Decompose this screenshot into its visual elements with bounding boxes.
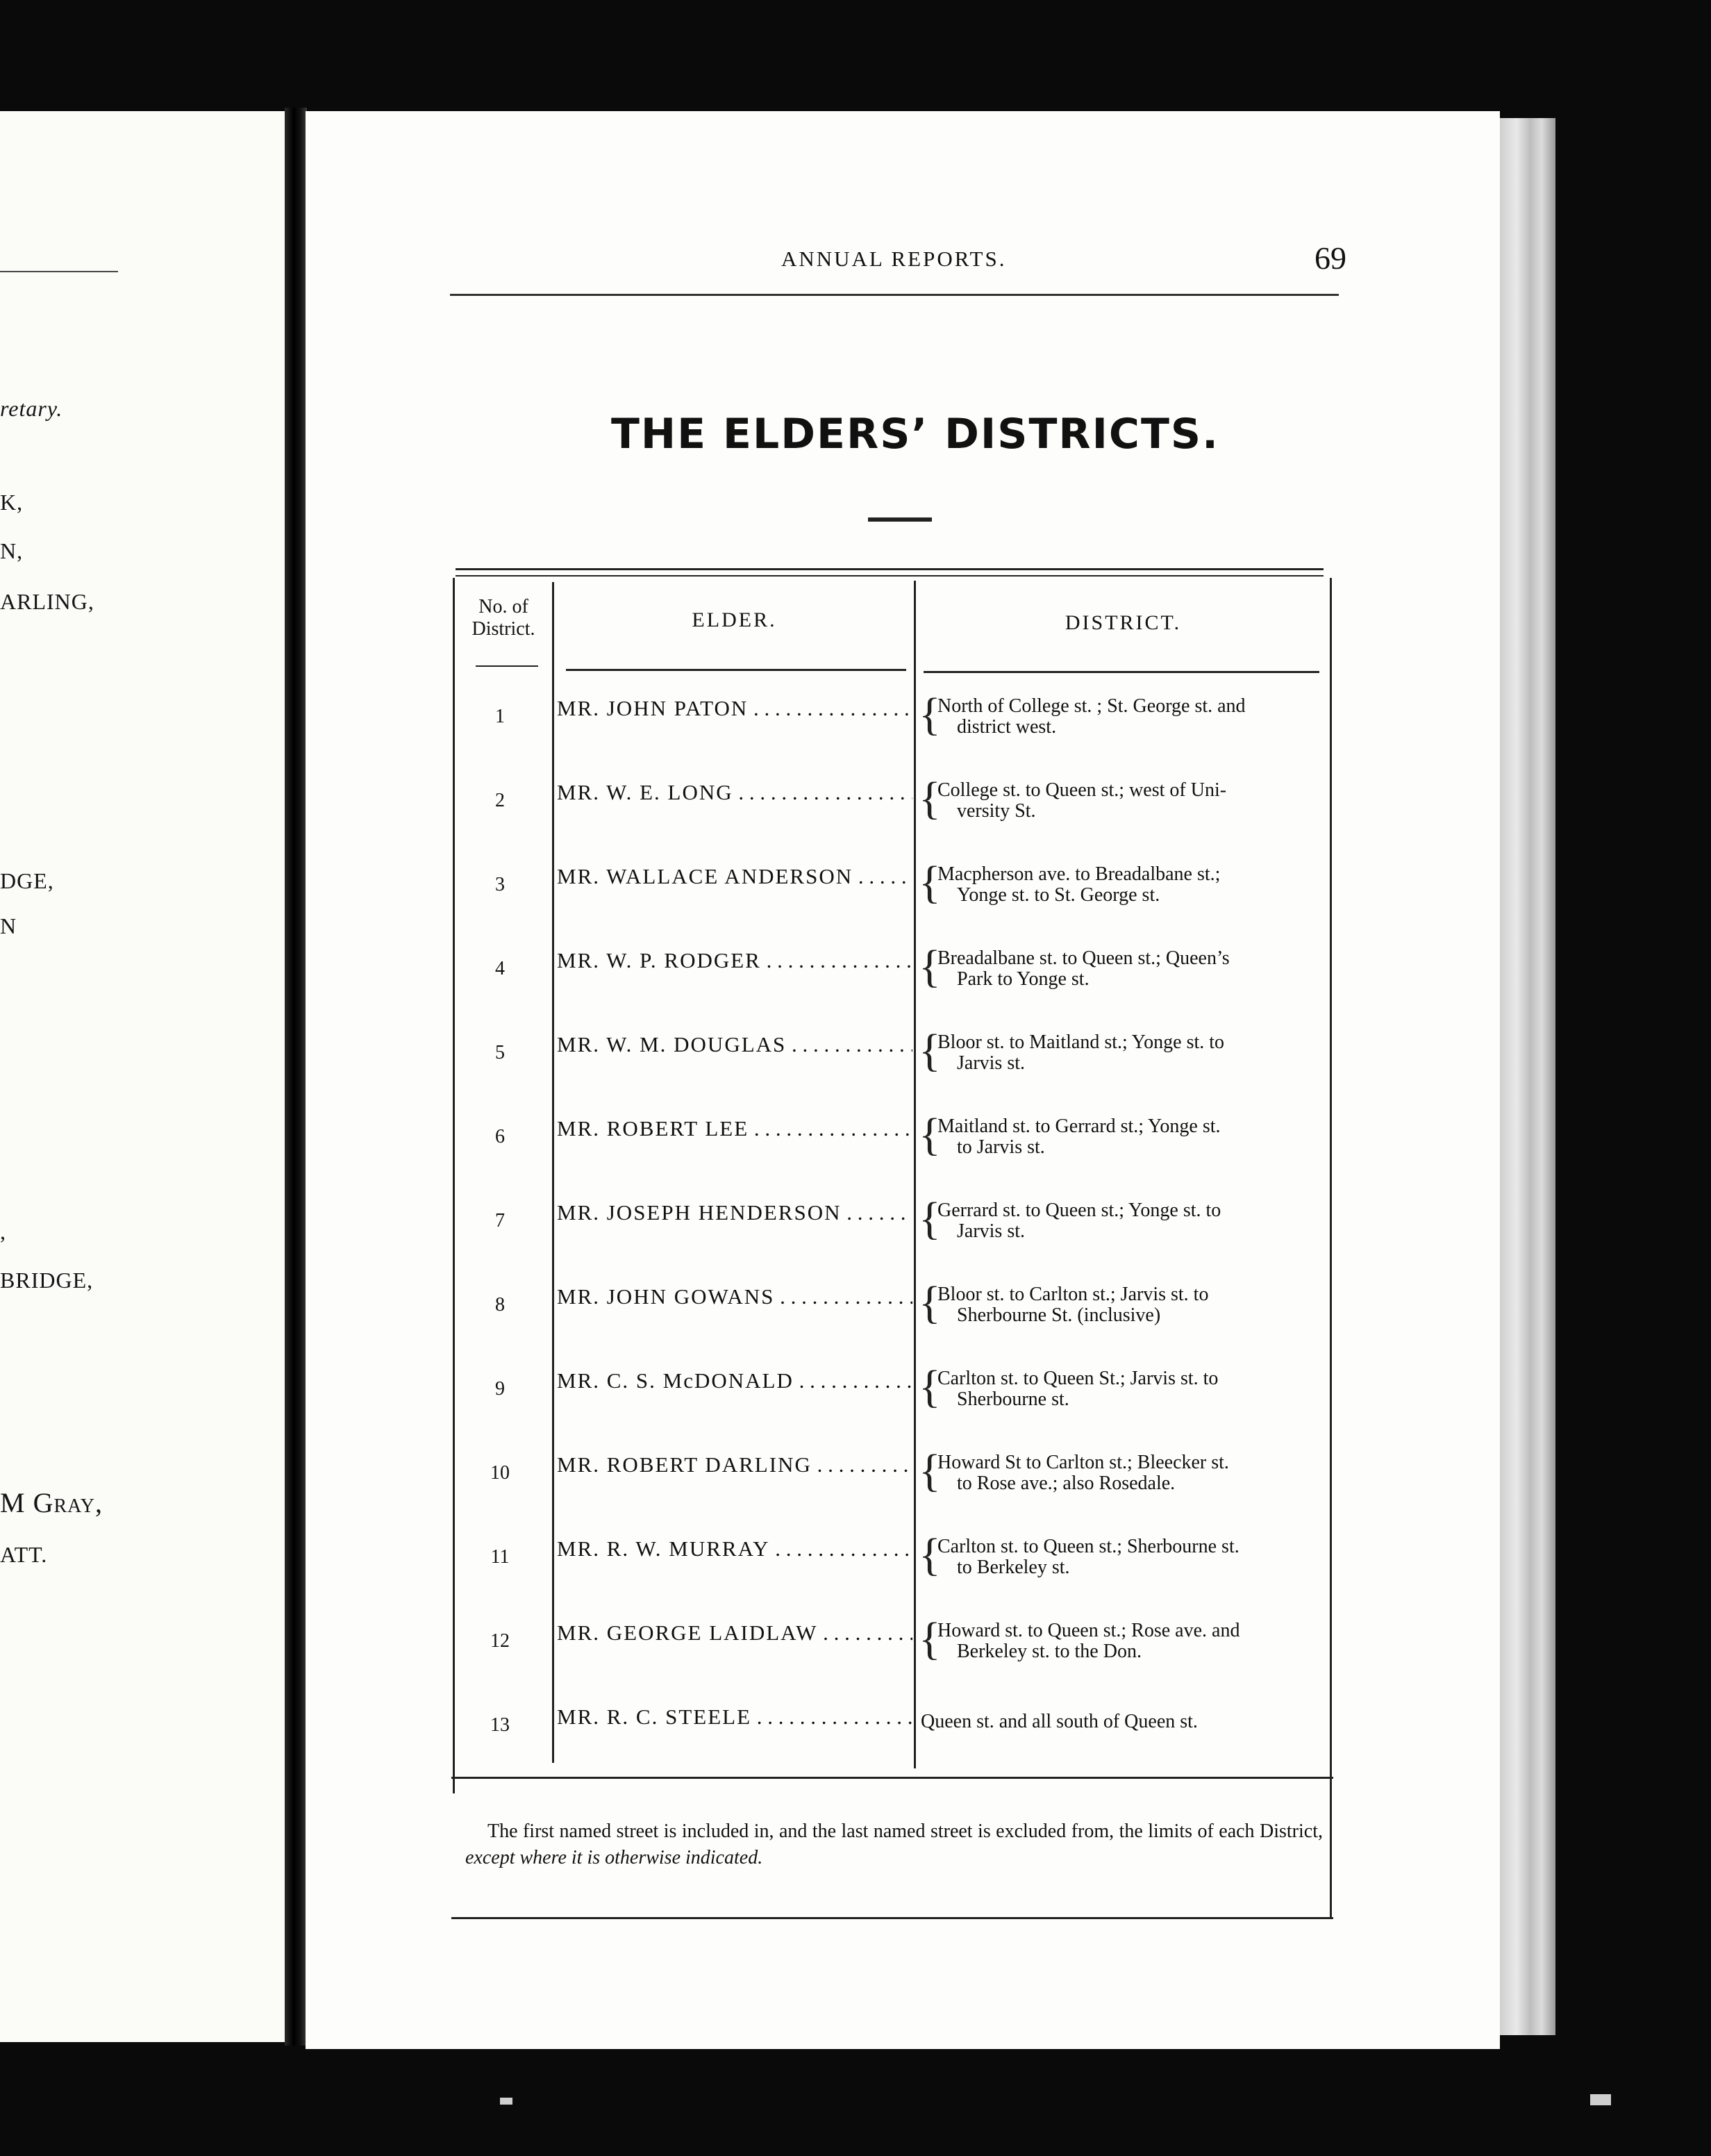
elder-name: MR. GEORGE LAIDLAW . . . <box>557 1620 912 1645</box>
elder-name: MR. W. E. LONG . . . <box>557 780 912 805</box>
district-description <box>937 1116 1323 1158</box>
district-number: 2 <box>495 790 505 811</box>
elder-name: MR. ROBERT DARLING . . . <box>557 1452 912 1477</box>
district-line: Bloor st. to Carlton st.; Jarvis st. to <box>937 1284 1209 1305</box>
page-title: THE ELDERS’ DISTRICTS. <box>611 410 1219 458</box>
table-bottom-rule <box>451 1777 1333 1779</box>
elder-name: MR. JOHN PATON . . . <box>557 696 912 721</box>
elder-name: MR. C. S. McDONALD . . . <box>557 1368 912 1393</box>
header-underline <box>476 665 538 667</box>
footnote <box>465 1818 1323 1871</box>
district-number: 11 <box>490 1546 510 1568</box>
table-row <box>444 1361 1335 1448</box>
table-row <box>444 773 1335 859</box>
header-underline <box>566 669 906 671</box>
district-line: Sherbourne st. <box>957 1388 1069 1410</box>
brace-glyph: { <box>919 1614 941 1664</box>
table-row <box>444 1025 1335 1111</box>
district-description <box>937 864 1323 906</box>
brace-glyph: { <box>919 1193 941 1244</box>
district-description <box>937 1284 1323 1326</box>
brace-glyph: { <box>919 857 941 908</box>
brace-glyph: { <box>919 773 941 824</box>
left-page-rule <box>0 271 118 272</box>
district-line: Howard st. to Queen st.; Rose ave. and <box>937 1620 1240 1641</box>
district-description <box>937 780 1323 822</box>
table-row <box>444 1616 1335 1700</box>
table-row <box>444 857 1335 943</box>
district-number: 12 <box>490 1630 510 1652</box>
elder-name: MR. R. W. MURRAY . . . <box>557 1536 912 1561</box>
elder-name: MR. W. M. DOUGLAS . . . <box>557 1032 912 1057</box>
header-rule <box>450 294 1339 296</box>
brace-glyph: { <box>919 1277 941 1328</box>
table-row <box>444 689 1335 775</box>
left-page-fragment: N <box>0 913 17 938</box>
elder-name: MR. ROBERT LEE . . . <box>557 1116 912 1141</box>
district-number: 1 <box>495 706 505 727</box>
district-number: 5 <box>495 1042 505 1063</box>
district-description <box>937 1368 1323 1410</box>
left-page-fragment: ARLING, <box>0 589 94 614</box>
district-line: versity St. <box>957 800 1036 822</box>
table-row <box>444 1109 1335 1195</box>
table-top-rule <box>456 575 1324 577</box>
facing-page-left <box>0 111 285 2042</box>
left-page-fragment: N, <box>0 538 24 563</box>
district-line: to Jarvis st. <box>957 1136 1045 1158</box>
district-line: Park to Yonge st. <box>957 968 1090 990</box>
district-number: 6 <box>495 1126 505 1147</box>
brace-glyph: { <box>919 1361 941 1412</box>
table-row <box>444 1445 1335 1532</box>
district-line: Macpherson ave. to Breadalbane st.; <box>937 863 1221 885</box>
elder-name: MR. W. P. RODGER . . . <box>557 948 912 973</box>
district-description <box>937 1452 1323 1494</box>
district-number: 7 <box>495 1210 505 1232</box>
page-edge-stack <box>1500 118 1555 2035</box>
column-header-no-line: No. of <box>478 596 528 617</box>
district-line: Gerrard st. to Queen st.; Yonge st. to <box>937 1200 1221 1221</box>
district-description <box>937 1032 1323 1074</box>
left-page-fragment: BRIDGE, <box>0 1268 94 1293</box>
district-description <box>937 1200 1323 1242</box>
district-line: Yonge st. to St. George st. <box>957 884 1160 906</box>
column-header-elder: ELDER. <box>692 608 777 631</box>
district-line: Jarvis st. <box>957 1220 1025 1242</box>
district-line: College st. to Queen st.; west of Uni- <box>937 779 1227 801</box>
left-page-fragment: M Gray, <box>0 1487 103 1518</box>
table-frame-bottom <box>451 1917 1333 1919</box>
district-line: Carlton st. to Queen st.; Sherbourne st. <box>937 1536 1240 1557</box>
district-line: Sherbourne St. (inclusive) <box>957 1304 1161 1326</box>
left-page-fragment: , <box>0 1219 6 1244</box>
district-number: 9 <box>495 1378 505 1400</box>
district-line: Maitland st. to Gerrard st.; Yonge st. <box>937 1116 1221 1137</box>
district-number: 13 <box>490 1714 510 1736</box>
table-top-rule <box>456 568 1324 570</box>
scan-speck <box>500 2098 512 2105</box>
table-row <box>444 1277 1335 1363</box>
column-header-no-line: District. <box>471 618 535 640</box>
book-gutter <box>285 108 307 2046</box>
brace-glyph: { <box>919 689 941 740</box>
district-line: North of College st. ; St. George st. and <box>937 695 1246 717</box>
table-row <box>444 1193 1335 1279</box>
brace-glyph: { <box>919 1025 941 1076</box>
footnote-text: The first named street is included in, and the last named street is excluded from, the limits of each District, <box>487 1821 1323 1842</box>
left-page-fragment: K, <box>0 490 24 515</box>
district-description <box>937 1620 1323 1662</box>
column-header-no <box>465 596 542 640</box>
page-number: 69 <box>1314 240 1346 276</box>
district-description <box>921 1711 1306 1732</box>
title-dash <box>868 517 932 522</box>
district-line: Berkeley st. to the Don. <box>957 1641 1142 1662</box>
brace-glyph: { <box>919 1445 941 1496</box>
district-line: Carlton st. to Queen St.; Jarvis st. to <box>937 1368 1219 1389</box>
district-line: Bloor st. to Maitland st.; Yonge st. to <box>937 1031 1225 1053</box>
district-description <box>937 696 1323 738</box>
brace-glyph: { <box>919 941 941 992</box>
district-number: 10 <box>490 1462 510 1484</box>
district-number: 4 <box>495 958 505 979</box>
elder-name: MR. R. C. STEELE . . . <box>557 1705 912 1730</box>
column-header-district: DISTRICT. <box>1065 611 1182 634</box>
table-row <box>444 1529 1335 1616</box>
district-description <box>937 1536 1323 1578</box>
elder-name: MR. JOSEPH HENDERSON . . . <box>557 1200 912 1225</box>
brace-glyph: { <box>919 1109 941 1160</box>
district-number: 3 <box>495 874 505 895</box>
left-page-fragment: DGE, <box>0 868 54 893</box>
district-line: Howard St to Carlton st.; Bleecker st. <box>937 1452 1229 1473</box>
elder-name: MR. JOHN GOWANS . . . <box>557 1284 912 1309</box>
district-line: to Rose ave.; also Rosedale. <box>957 1473 1176 1494</box>
district-line: Jarvis st. <box>957 1052 1025 1074</box>
header-underline <box>924 671 1319 673</box>
left-page-fragment: ATT. <box>0 1542 48 1567</box>
footnote-italic: except where it is otherwise indicated. <box>465 1847 763 1868</box>
scan-speck <box>1590 2094 1611 2105</box>
district-description <box>937 948 1323 990</box>
running-head: ANNUAL REPORTS. <box>781 247 1007 271</box>
elder-name: MR. WALLACE ANDERSON . . . <box>557 864 912 889</box>
elders-districts-table <box>444 568 1335 1918</box>
district-line: district west. <box>957 716 1057 738</box>
table-row <box>444 1700 1335 1784</box>
table-row <box>444 941 1335 1027</box>
left-page-fragment: retary. <box>0 396 63 421</box>
brace-glyph: { <box>919 1529 941 1580</box>
district-line: Queen st. and all south of Queen st. <box>921 1711 1198 1732</box>
district-line: to Berkeley st. <box>957 1557 1070 1578</box>
district-number: 8 <box>495 1294 505 1316</box>
district-line: Breadalbane st. to Queen st.; Queen’s <box>937 947 1230 969</box>
